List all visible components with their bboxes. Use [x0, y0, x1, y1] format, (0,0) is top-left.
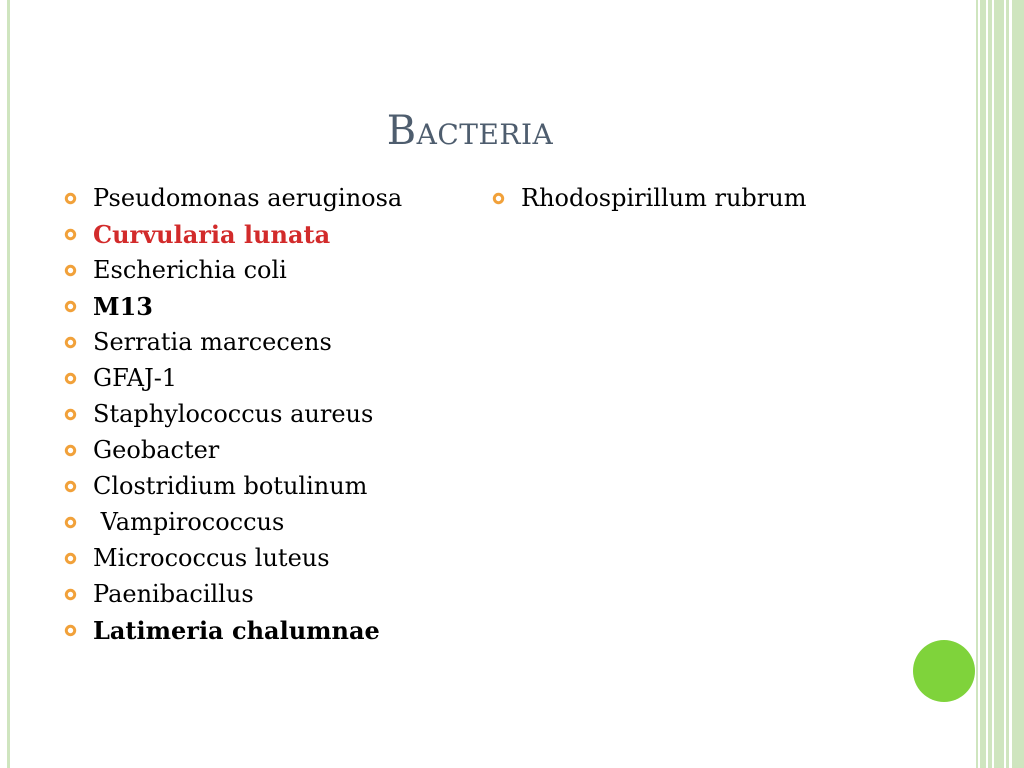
side-bar [988, 0, 992, 768]
ring-bullet-icon [64, 228, 77, 241]
ring-bullet-icon [64, 624, 77, 637]
side-bar [980, 0, 986, 768]
list-item [64, 288, 444, 324]
list-item-text: Rhodospirillum rubrum [521, 184, 807, 212]
bullet-list-right [492, 180, 892, 216]
list-item-text: Staphylococcus aureus [93, 400, 374, 428]
list-item [64, 504, 444, 540]
ring-bullet-icon [64, 480, 77, 493]
list-item-text: Escherichia coli [93, 256, 287, 284]
ring-bullet-icon [64, 516, 77, 529]
ring-bullet-icon [64, 192, 77, 205]
ring-bullet-icon [64, 552, 77, 565]
ring-bullet-icon [64, 408, 77, 421]
side-bar [1012, 0, 1024, 768]
list-item-text: Latimeria chalumnae [93, 615, 380, 645]
ring-bullet-icon [492, 192, 505, 205]
list-item [64, 324, 444, 360]
list-item [64, 612, 444, 648]
list-item-text: Vampirococcus [93, 508, 285, 536]
list-item-text: M13 [93, 291, 153, 321]
list-item-text: GFAJ-1 [93, 364, 178, 392]
ring-bullet-icon [64, 300, 77, 313]
list-item-text: Curvularia lunata [93, 219, 331, 249]
list-item-text: Micrococcus luteus [93, 544, 330, 572]
list-item [64, 360, 444, 396]
list-item [64, 252, 444, 288]
list-item-text: Serratia marcecens [93, 328, 332, 356]
list-item [64, 540, 444, 576]
list-item-text: Pseudomonas aeruginosa [93, 184, 403, 212]
ring-bullet-icon [64, 444, 77, 457]
bullet-list-left [64, 180, 444, 648]
ring-bullet-icon [64, 336, 77, 349]
decorative-green-circle [913, 640, 975, 702]
ring-bullet-icon [64, 264, 77, 277]
side-bar [1006, 0, 1009, 768]
ring-bullet-icon [64, 588, 77, 601]
list-item [64, 576, 444, 612]
slide-title: Bacteria [386, 108, 554, 154]
side-bar [994, 0, 1004, 768]
list-item-text: Paenibacillus [93, 580, 254, 608]
list-item [64, 180, 444, 216]
ring-bullet-icon [64, 372, 77, 385]
decorative-side-bars [976, 0, 1024, 768]
list-item-text: Geobacter [93, 436, 220, 464]
list-item [492, 180, 892, 216]
list-item-text: Clostridium botulinum [93, 472, 368, 500]
side-bar [976, 0, 978, 768]
list-item [64, 468, 444, 504]
list-item [64, 216, 444, 252]
list-item [64, 432, 444, 468]
list-item [64, 396, 444, 432]
